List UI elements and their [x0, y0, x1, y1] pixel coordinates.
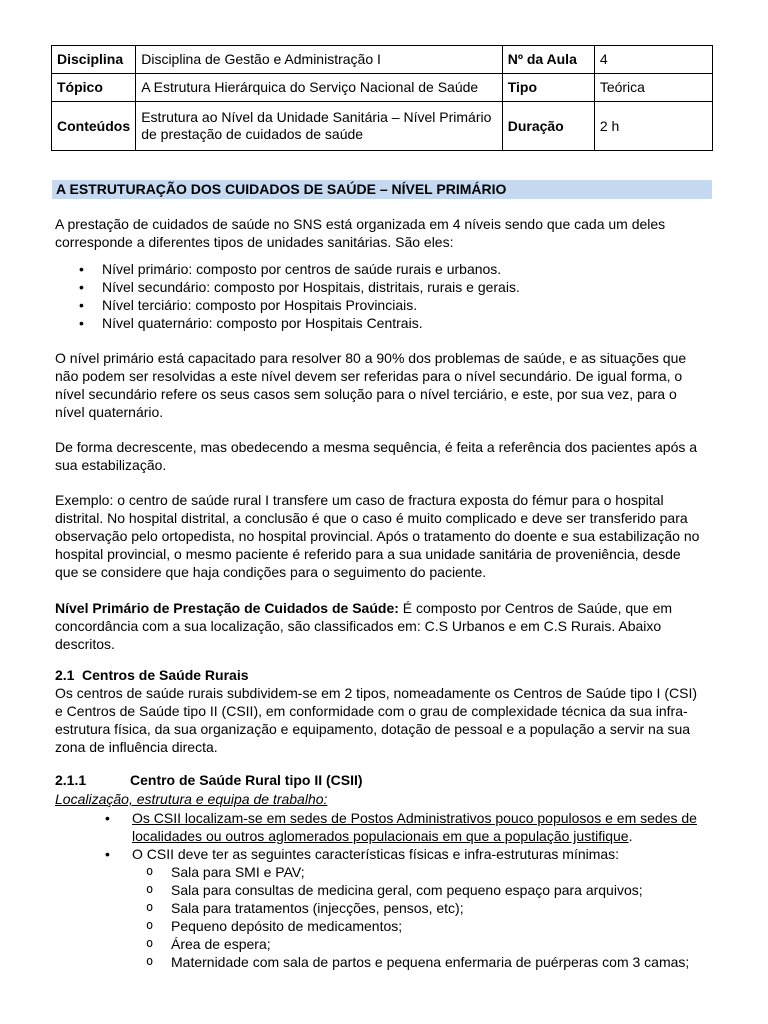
section-number: 2.1 [55, 667, 75, 683]
text-line: O nível primário está capacitado para resolver 80 a 90% dos problemas de saúde, e as situações que [55, 350, 687, 366]
topic-value: A Estrutura Hierárquica do Serviço Nacional de Saúde [136, 74, 502, 102]
text-line: De forma decrescente, mas obedecendo a mesma sequência, é feita a referência dos pacientes após a [55, 439, 698, 455]
list-item: o Sala para consultas de medicina geral, com pequeno espaço para arquivos; [55, 881, 712, 899]
contents-value-line: de prestação de cuidados de saúde [141, 126, 364, 142]
underlined-text: localidades ou outros aglomerados populacionais em que a população justifique [132, 828, 629, 844]
primary-level-paragraph [55, 349, 712, 421]
text-line: . [628, 828, 633, 844]
discipline-label: Disciplina [52, 46, 136, 74]
text-line: que se considere que haja condições para o seguimento do paciente. [55, 564, 487, 580]
text-line: distrital. No hospital distrital, a conclusão é que o caso é muito complicado e deve ser transferido para [55, 510, 688, 526]
section-2-1-heading [55, 666, 249, 684]
csii-bullet-list [55, 809, 712, 863]
text-line: É composto por Centros de Saúde, que em [398, 600, 673, 616]
list-item: o Área de espera; [55, 935, 712, 953]
lesson-number-value: 4 [594, 46, 712, 74]
contents-label: Conteúdos [52, 102, 136, 151]
duration-value: 2 h [594, 102, 712, 151]
text-line: e Centros de Saúde tipo II (CSII), em conformidade com o grau de complexidade técnica da sua infra- [55, 703, 688, 719]
type-label: Tipo [502, 74, 594, 102]
text-line: Os centros de saúde rurais subdividem-se em 2 tipos, nomeadamente os Centros de Saúde tipo I (CSI) [55, 685, 697, 701]
section-title: A ESTRUTURAÇÃO DOS CUIDADOS DE SAÚDE – NÍVEL PRIMÁRIO [52, 180, 712, 199]
contents-value [136, 102, 502, 151]
duration-label: Duração [502, 102, 594, 151]
table-row [52, 46, 713, 74]
type-value: Teórica [594, 74, 712, 102]
levels-list [55, 260, 712, 332]
bold-lead: Nível Primário de Prestação de Cuidados de Saúde: [55, 600, 399, 616]
primary-care-paragraph [55, 599, 712, 653]
infrastructure-list [55, 863, 712, 971]
text-line: concordância com a sua localização, são classificados em: C.S Urbanos e em C.S Rurais. Abaixo [55, 618, 662, 634]
text-line: corresponde a diferentes tipos de unidades sanitárias. São eles: [55, 234, 454, 250]
lesson-number-label: Nº da Aula [502, 46, 594, 74]
list-item: o Maternidade com sala de partos e pequena enfermaria de puérperas com 3 camas; [55, 953, 712, 971]
subsection-subtitle: Localização, estrutura e equipa de trabalho: [55, 791, 328, 807]
text-line: sua estabilização. [55, 457, 167, 473]
list-item: o Sala para tratamentos (injecções, pensos, etc); [55, 899, 712, 917]
section-number: 2.1.1 [55, 772, 87, 788]
descending-paragraph [55, 438, 712, 474]
text-line: A prestação de cuidados de saúde no SNS está organizada em 4 níveis sendo que cada um deles [55, 216, 666, 232]
contents-value-line: Estrutura ao Nível da Unidade Sanitária – Nível Primário [141, 109, 492, 125]
section-heading-title: Centros de Saúde Rurais [82, 667, 249, 683]
text-line: nível quaternário. [55, 404, 164, 420]
list-item [55, 809, 712, 845]
text-line: observação pelo ortopedista, no hospital provincial. Após o tratamento do doente e sua estabilização no [55, 528, 700, 544]
text-line: zona de influência directa. [55, 739, 218, 755]
intro-paragraph [55, 215, 712, 251]
list-item: o Pequeno depósito de medicamentos; [55, 917, 712, 935]
list-item: • Nível quaternário: composto por Hospitais Centrais. [55, 314, 712, 332]
text-line: nível secundário refere os seus casos sem solução para o nível terciário, e este, por sua vez, para o [55, 386, 677, 402]
list-item: o Sala para SMI e PAV; [55, 863, 712, 881]
example-paragraph [55, 491, 712, 581]
text-line: descritos. [55, 636, 115, 652]
topic-label: Tópico [52, 74, 136, 102]
table-row [52, 74, 713, 102]
section-heading-title: Centro de Saúde Rural tipo II (CSII) [130, 772, 363, 788]
table-row [52, 102, 713, 151]
section-2-1-1-heading [55, 771, 363, 789]
list-item: • Nível secundário: composto por Hospitais, distritais, rurais e gerais. [55, 278, 712, 296]
text-line: não podem ser resolvidas a este nível devem ser referidas para o nível secundário. De igual forma, o [55, 368, 683, 384]
list-item: • Nível primário: composto por centros de saúde rurais e urbanos. [55, 260, 712, 278]
text-line: Exemplo: o centro de saúde rural I transfere um caso de fractura exposta do fémur para o hospital [55, 492, 664, 508]
list-item: • O CSII deve ter as seguintes características físicas e infra-estruturas mínimas: [55, 845, 712, 863]
underlined-text: Os CSII localizam-se em sedes de Postos Administrativos pouco populosos e em sedes de [132, 810, 697, 826]
text-line: estrutura física, da sua organização e equipamento, dotação de pessoal e a população a servir na sua [55, 721, 691, 737]
rural-centers-paragraph [55, 684, 712, 756]
discipline-value: Disciplina de Gestão e Administração I [136, 46, 502, 74]
lesson-header-table [51, 45, 713, 151]
list-item: • Nível terciário: composto por Hospitais Provinciais. [55, 296, 712, 314]
text-line: hospital provincial, o mesmo paciente é referido para a sua unidade sanitária de proveniência, desde [55, 546, 681, 562]
